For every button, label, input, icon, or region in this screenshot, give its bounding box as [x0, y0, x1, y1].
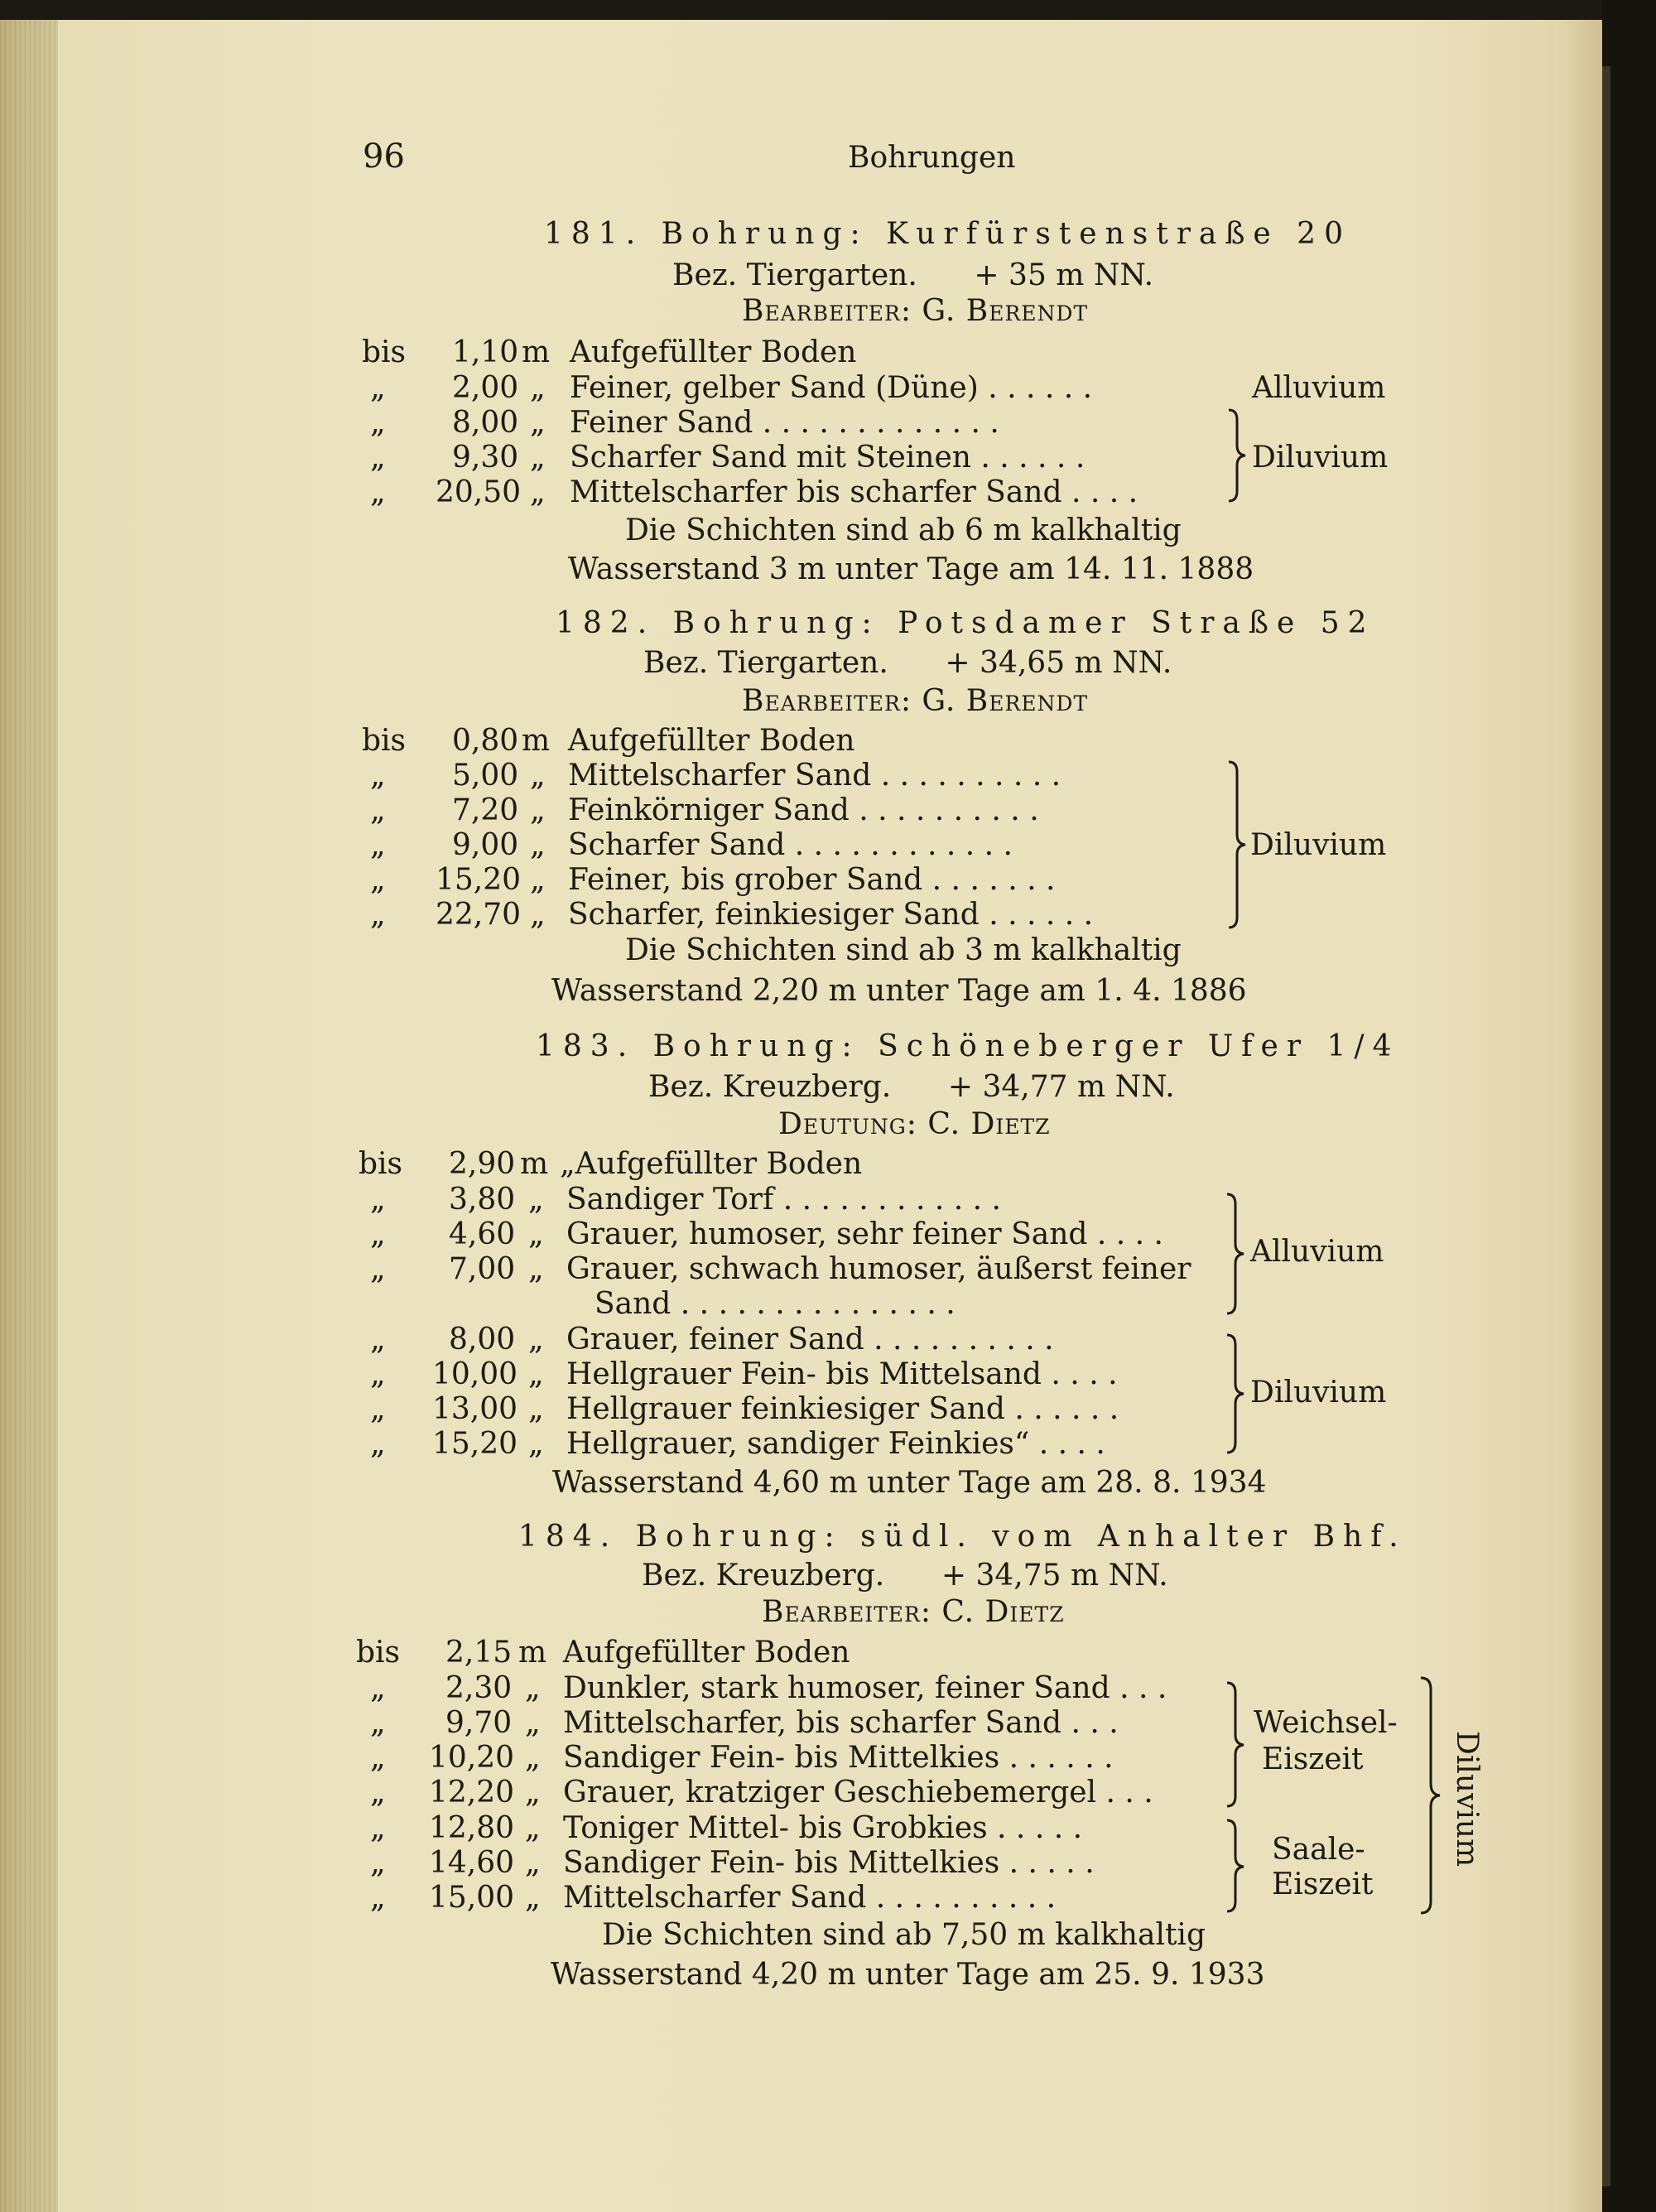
row-prefix: „ — [370, 1881, 386, 1915]
row-unit: „ — [530, 371, 546, 405]
stratum-label-diluvium: Diluvium — [1252, 441, 1389, 475]
row-description: Scharfer Sand mit Steinen . . . . . . — [570, 441, 1086, 475]
row-unit: „ — [528, 1427, 544, 1461]
boring-181-note: Die Schichten sind ab 6 m kalkhaltig — [625, 513, 1182, 547]
row-prefix: „ — [370, 1741, 386, 1775]
stratum-label-diluvium: Diluvium — [1250, 828, 1387, 862]
row-unit: „ — [528, 1392, 544, 1426]
row-depth: 15,20 — [432, 1427, 518, 1461]
boring-183-location: Bez. Kreuzberg. + 34,77 m NN. — [648, 1070, 1175, 1104]
row-depth: 1,10 — [452, 335, 519, 369]
row-prefix: „ — [370, 1217, 386, 1251]
stratum-label-alluvium: Alluvium — [1250, 1235, 1384, 1269]
right-brace — [1225, 760, 1250, 930]
row-depth: 9,70 — [445, 1706, 513, 1740]
row-prefix: „ — [370, 1671, 386, 1705]
row-depth: 12,80 — [429, 1811, 515, 1845]
row-unit: „ — [528, 1183, 544, 1217]
row-unit: „ — [525, 1811, 541, 1845]
stratum-label-weichsel: Weichsel- — [1254, 1706, 1398, 1740]
row-prefix: „ — [370, 828, 386, 862]
row-unit: „ — [530, 828, 546, 862]
row-depth: 8,00 — [449, 1323, 516, 1357]
row-unit: „ — [530, 898, 546, 932]
row-description: Grauer, humoser, sehr feiner Sand . . . . — [566, 1217, 1163, 1251]
row-description: Feiner Sand . . . . . . . . . . . . . — [570, 406, 999, 440]
row-unit: „ — [528, 1252, 544, 1286]
row-depth: 15,00 — [429, 1881, 515, 1915]
page-stack-edge — [0, 20, 58, 2212]
row-unit: „ — [525, 1741, 541, 1775]
stratum-label-eiszeit: Eiszeit — [1272, 1867, 1374, 1901]
row-depth: 13,00 — [432, 1392, 518, 1426]
row-description: Feinkörniger Sand . . . . . . . . . . — [568, 793, 1039, 827]
row-description: Sandiger Torf . . . . . . . . . . . . — [566, 1183, 1001, 1217]
row-unit: „ — [530, 793, 546, 827]
row-description: Scharfer Sand . . . . . . . . . . . . — [568, 828, 1013, 862]
row-unit: „ — [525, 1881, 541, 1915]
row-description: Toniger Mittel- bis Grobkies . . . . . — [563, 1811, 1083, 1845]
row-prefix: „ — [370, 1427, 386, 1461]
row-prefix: bis — [359, 1147, 403, 1181]
row-unit: m — [522, 335, 551, 369]
boring-181-water-level: Wasserstand 3 m unter Tage am 14. 11. 1888 — [568, 552, 1254, 586]
row-prefix: „ — [370, 441, 386, 475]
stratum-label-diluvium: Diluvium — [1450, 1731, 1484, 1867]
boring-182-title: 182. Bohrung: Potsdamer Straße 52 — [556, 606, 1375, 640]
row-unit: „ — [525, 1671, 541, 1705]
right-brace — [1225, 408, 1250, 504]
row-description: Grauer, schwach humoser, äußerst feiner — [566, 1252, 1191, 1286]
row-prefix: „ — [370, 1252, 386, 1286]
row-prefix: „ — [370, 898, 386, 932]
right-brace — [1224, 1819, 1249, 1915]
row-prefix: „ — [370, 1706, 386, 1740]
right-brace — [1224, 1681, 1249, 1810]
row-unit: „ — [530, 441, 546, 475]
row-depth: 4,60 — [449, 1217, 516, 1251]
right-brace — [1418, 1676, 1444, 1916]
row-depth: 9,30 — [452, 441, 519, 475]
row-unit: „ — [530, 759, 546, 793]
row-description: Mittelscharfer bis scharfer Sand . . . . — [570, 475, 1138, 509]
row-description: Sandiger Fein- bis Mittelkies . . . . . — [563, 1846, 1095, 1880]
row-unit: „ — [528, 1217, 544, 1251]
row-prefix: „ — [370, 1323, 386, 1357]
row-description: Hellgrauer Fein- bis Mittelsand . . . . — [566, 1357, 1118, 1391]
row-description: Hellgrauer feinkiesiger Sand . . . . . . — [566, 1392, 1119, 1426]
row-depth: 2,30 — [445, 1671, 513, 1705]
boring-182-location: Bez. Tiergarten. + 34,65 m NN. — [643, 646, 1172, 680]
right-brace — [1224, 1333, 1249, 1456]
row-depth: 15,20 — [436, 863, 522, 897]
row-depth: 3,80 — [449, 1183, 516, 1217]
row-description: Scharfer, feinkiesiger Sand . . . . . . — [568, 898, 1094, 932]
row-depth: 0,80 — [452, 724, 519, 758]
row-description: „Aufgefüllter Boden — [560, 1147, 863, 1181]
row-prefix: „ — [370, 406, 386, 440]
row-unit: „ — [530, 863, 546, 897]
row-unit: „ — [530, 406, 546, 440]
row-depth: 8,00 — [452, 406, 519, 440]
row-depth: 2,90 — [449, 1147, 516, 1181]
row-depth: 10,20 — [429, 1741, 515, 1775]
boring-184-note: Die Schichten sind ab 7,50 m kalkhaltig — [602, 1918, 1206, 1952]
boring-182-author: Bearbeiter: G. Berendt — [742, 684, 1089, 718]
row-prefix: bis — [362, 724, 407, 758]
row-prefix: „ — [370, 371, 386, 405]
next-page-edge — [1602, 66, 1610, 2186]
row-description: Hellgrauer, sandiger Feinkies“ . . . . — [566, 1427, 1105, 1461]
stratum-label-saale: Saale- — [1272, 1833, 1365, 1867]
row-depth: 9,00 — [452, 828, 519, 862]
row-depth: 22,70 — [436, 898, 522, 932]
boring-183-author: Deutung: C. Dietz — [778, 1107, 1051, 1141]
row-prefix: „ — [370, 1183, 386, 1217]
row-unit: „ — [530, 475, 546, 509]
running-title: Bohrungen — [848, 141, 1016, 175]
row-description: Sandiger Fein- bis Mittelkies . . . . . . — [563, 1741, 1114, 1775]
boring-184-author: Bearbeiter: C. Dietz — [762, 1595, 1065, 1629]
boring-181-title: 181. Bohrung: Kurfürstenstraße 20 — [544, 217, 1351, 251]
row-description: Grauer, kratziger Geschiebemergel . . . — [563, 1776, 1153, 1810]
row-prefix: bis — [362, 335, 407, 369]
row-prefix: bis — [356, 1636, 401, 1670]
row-unit: m — [518, 1636, 547, 1670]
row-unit: m — [522, 724, 551, 758]
row-description: Aufgefüllter Boden — [568, 724, 855, 758]
row-description: Mittelscharfer, bis scharfer Sand . . . — [563, 1706, 1119, 1740]
boring-181-location: Bez. Tiergarten. + 35 m NN. — [672, 258, 1154, 292]
boring-182-note: Die Schichten sind ab 3 m kalkhaltig — [625, 933, 1182, 967]
boring-184-location: Bez. Kreuzberg. + 34,75 m NN. — [642, 1559, 1168, 1593]
row-unit: „ — [525, 1706, 541, 1740]
stratum-label-eiszeit: Eiszeit — [1262, 1742, 1364, 1776]
row-depth: 2,15 — [445, 1636, 513, 1670]
row-depth: 10,00 — [432, 1357, 518, 1391]
boring-183-water-level: Wasserstand 4,60 m unter Tage am 28. 8. 1934 — [552, 1466, 1267, 1500]
row-prefix: „ — [370, 863, 386, 897]
row-unit: „ — [528, 1357, 544, 1391]
row-depth: 2,00 — [452, 371, 519, 405]
stratum-label-diluvium: Diluvium — [1250, 1376, 1387, 1410]
boring-181-author: Bearbeiter: G. Berendt — [742, 294, 1089, 328]
row-description: Mittelscharfer Sand . . . . . . . . . . — [568, 759, 1061, 793]
stratum-label-alluvium: Alluvium — [1252, 371, 1386, 405]
row-description: Dunkler, stark humoser, feiner Sand . . . — [563, 1671, 1167, 1705]
row-depth: 12,20 — [429, 1776, 515, 1810]
row-description: Grauer, feiner Sand . . . . . . . . . . — [566, 1323, 1054, 1357]
row-prefix: „ — [370, 759, 386, 793]
row-prefix: „ — [370, 475, 386, 509]
boring-183-title: 183. Bohrung: Schöneberger Ufer 1/4 — [536, 1029, 1400, 1063]
row-prefix: „ — [370, 1357, 386, 1391]
page-number: 96 — [363, 137, 405, 176]
row-depth: 7,00 — [449, 1252, 516, 1286]
row-prefix: „ — [370, 1392, 386, 1426]
row-depth: 14,60 — [429, 1846, 515, 1880]
row-description: Aufgefüllter Boden — [563, 1636, 850, 1670]
boring-184-title: 184. Bohrung: südl. vom Anhalter Bhf. — [518, 1520, 1407, 1554]
row-description-continued: Sand . . . . . . . . . . . . . . . — [595, 1287, 956, 1321]
row-prefix: „ — [370, 1811, 386, 1845]
row-description: Feiner, gelber Sand (Düne) . . . . . . — [570, 371, 1093, 405]
boring-184-water-level: Wasserstand 4,20 m unter Tage am 25. 9. 1933 — [551, 1958, 1265, 1992]
row-description: Aufgefüllter Boden — [570, 335, 857, 369]
row-description: Mittelscharfer Sand . . . . . . . . . . — [563, 1881, 1057, 1915]
row-prefix: „ — [370, 793, 386, 827]
row-depth: 5,00 — [452, 759, 519, 793]
row-unit: m — [520, 1147, 549, 1181]
row-depth: 7,20 — [452, 793, 519, 827]
row-prefix: „ — [370, 1776, 386, 1810]
row-depth: 20,50 — [436, 475, 522, 509]
boring-182-water-level: Wasserstand 2,20 m unter Tage am 1. 4. 1886 — [551, 974, 1247, 1008]
row-description: Feiner, bis grober Sand . . . . . . . — [568, 863, 1056, 897]
right-brace — [1224, 1193, 1249, 1317]
row-unit: „ — [525, 1846, 541, 1880]
row-prefix: „ — [370, 1846, 386, 1880]
row-unit: „ — [528, 1323, 544, 1357]
row-unit: „ — [525, 1776, 541, 1810]
